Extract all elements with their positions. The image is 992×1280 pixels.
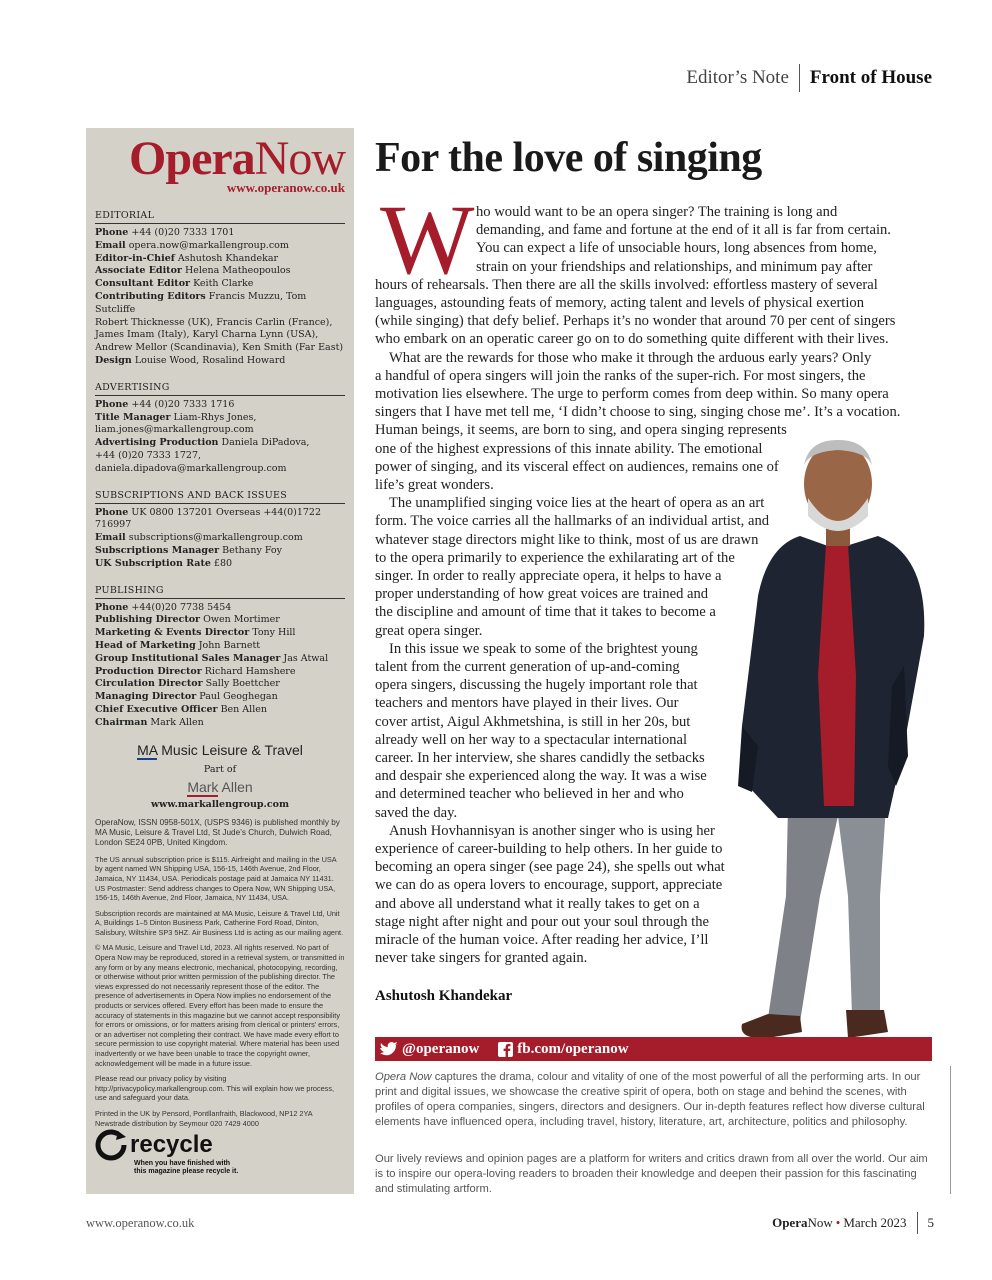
masthead-line <box>95 666 345 679</box>
footer-brand-now: Now <box>807 1215 833 1230</box>
article-line: life’s great wonders. <box>375 477 494 493</box>
twitter-bird-icon <box>380 1042 398 1057</box>
masthead-value: Owen Mortimer <box>200 614 280 626</box>
masthead-value: UK 0800 137201 Overseas +44(0)1722 716997 <box>95 506 322 531</box>
article-line: opera singers, discussing the hugely important role that <box>375 677 698 694</box>
masthead-section-title: SUBSCRIPTIONS AND BACK ISSUES <box>95 490 345 504</box>
masthead-role: Group Institutional Sales Manager <box>95 652 281 664</box>
fine-print-paragraph: Please read our privacy policy by visiting http://privacypolicy.markallengroup.com. This will explain how we process, use and safeguard your data. <box>95 1074 335 1103</box>
article-line: singer. In order to really appreciate opera, it helps to have a <box>375 568 722 584</box>
masthead-section-title: PUBLISHING <box>95 585 345 599</box>
section-header <box>686 64 932 92</box>
masthead-line <box>95 678 345 691</box>
article-title: For the love of singing <box>375 135 762 181</box>
masthead-line <box>95 227 345 240</box>
masthead-line <box>95 532 345 545</box>
article-line: languages, astounding feats of memory, acting talent and levels of physical exertion <box>375 295 865 311</box>
masthead-line <box>95 704 345 717</box>
article-line: motivation lies elsewhere. The urge to perform comes from deep within. So many opera <box>375 386 889 402</box>
article-line: talent from the current generation of up-and-coming <box>375 659 680 675</box>
part-of-label: Part of <box>203 763 237 775</box>
masthead-role: Consultant Editor <box>95 278 191 290</box>
masthead-line <box>95 412 345 425</box>
masthead-role: Production Director <box>95 665 202 677</box>
masthead-value: Louise Wood, Rosalind Howard <box>131 354 286 366</box>
masthead-section-title: EDITORIAL <box>95 210 345 224</box>
masthead-value: Jas Atwal <box>280 652 329 664</box>
masthead-line <box>95 240 345 253</box>
about-paragraph-1 <box>375 1070 935 1130</box>
masthead-role: Email <box>95 532 126 544</box>
article-line: power of singing, and its visceral effect on audiences, remains one of <box>375 458 779 475</box>
masthead-line <box>95 317 345 330</box>
masthead-role: Subscriptions Manager <box>95 544 220 556</box>
recycle-badge <box>94 1128 244 1176</box>
mark-allen-logo <box>95 779 345 795</box>
article-line: career. In her interview, she shares candidly the setbacks <box>375 750 705 766</box>
mark-allen-mark: Mark <box>187 778 219 795</box>
recycle-word: recycle <box>130 1131 213 1158</box>
article-line: experience of career-building to help others. In her guide to <box>375 841 723 857</box>
article-line: becoming an opera singer (see page 24), she spells out what <box>375 859 725 876</box>
masthead-line <box>95 355 345 368</box>
masthead-value: Ashutosh Khandekar <box>174 252 279 264</box>
article-line: strain on your friendships and relationships, and minimum pay after <box>476 258 873 275</box>
section-note: Editor’s Note <box>686 67 789 88</box>
masthead-value: liam.jones@markallengroup.com <box>95 424 254 436</box>
masthead-section-lines <box>95 227 345 368</box>
article-line: to the opera primarily to experience the exhilarating art of the <box>375 549 735 566</box>
masthead-line <box>95 602 345 615</box>
social-bar <box>375 1037 932 1061</box>
masthead-line <box>95 329 345 342</box>
masthead-value: Mark Allen <box>147 716 204 728</box>
masthead-role: Chief Executive Officer <box>95 703 218 715</box>
logo-opera: Opera <box>129 132 255 185</box>
article-line: (while singing) that defy belief. Perhaps it’s no wonder that around 70 per cent of singers <box>375 313 896 330</box>
mark-allen-name: Allen <box>218 778 253 795</box>
masthead-value: Liam-Rhys Jones, <box>170 411 257 423</box>
masthead-value: Daniela DiPadova, <box>218 437 310 449</box>
masthead-role: Title Manager <box>95 411 171 423</box>
masthead-value: Andrew Mellor (Scandinavia), Ken Smith (Far East) <box>95 342 344 354</box>
section-title: Front of House <box>809 67 932 88</box>
masthead-sections <box>95 210 345 730</box>
masthead-role: Editor-in-Chief <box>95 252 175 264</box>
article-line: already well on her way to a spectacular international <box>375 731 688 748</box>
article-line: a handful of opera singers will join the ranks of the super-rich. For most singers, the <box>375 367 866 384</box>
logo-now: Now <box>254 132 345 185</box>
masthead-value: Robert Thicknesse (UK), Francis Carlin (France), <box>95 316 333 328</box>
footer-dot: • <box>835 1215 841 1230</box>
masthead-line <box>95 717 345 730</box>
article-line: saved the day. <box>375 804 458 821</box>
masthead-value: Francis Muzzu, Tom Sutcliffe <box>95 290 307 315</box>
masthead-line <box>95 253 345 266</box>
article-line: and determined teacher who believed in her and who <box>375 786 684 803</box>
article-author: Ashutosh Khandekar <box>375 988 513 1004</box>
masthead-line <box>95 278 345 291</box>
masthead-section-title: ADVERTISING <box>95 382 345 396</box>
masthead-role: Managing Director <box>95 691 197 703</box>
masthead-line <box>95 614 345 627</box>
masthead-role: Phone <box>95 227 129 238</box>
masthead-line <box>95 450 345 476</box>
article-line: one of the highest expressions of this innate ability. The emotional <box>375 440 763 457</box>
article-line: and despair she experienced along the way. It was a wise <box>375 768 707 785</box>
ma-mark: MA <box>137 741 158 758</box>
article-line: proper understanding of how great voices are trained and <box>375 586 709 603</box>
fine-print-paragraph: The US annual subscription price is $115. Airfreight and mailing in the USA by agent named WN Shipping USA, 156-15, 146th Avenue, 2nd Floor, Jamaica, NY 11434, USA. Periodicals postage paid at Jamaica NY 11431. US Postmaster: Send address changes to Opera Now, WN Shipping USA, 156-15, 146th Avenue, 2nd Floor, Jamaica, NY 11434, USA. <box>95 854 337 903</box>
masthead-value: Helena Matheopoulos <box>181 265 291 277</box>
article-line: teachers and mentors have played in their lives. Our <box>375 695 679 712</box>
masthead-value: John Barnett <box>195 639 261 651</box>
article-line: stage night after night and pour out your soul through the <box>375 913 709 930</box>
masthead-role: Circulation Director <box>95 678 203 690</box>
ma-brand-name: Music Leisure & Travel <box>157 741 303 758</box>
about-paragraph-2: Our lively reviews and opinion pages are a platform for writers and critics drawn from all over the world. Our aim is to inspire our opera-loving readers to broaden their knowledge and deepen their passion for this fascinating and stimulating artform. <box>375 1153 928 1195</box>
masthead-value: +44 (0)20 7333 1727, daniela.dipadova@markallengroup.com <box>95 449 287 474</box>
article-line: What are the rewards for those who make it through the arduous early years? Only <box>389 349 872 366</box>
masthead-value: Richard Hamshere <box>201 665 296 677</box>
masthead-line <box>95 653 345 666</box>
masthead-role: Email <box>95 239 126 251</box>
masthead-url[interactable]: www.operanow.co.uk <box>226 180 345 195</box>
masthead-role: Head of Marketing <box>95 639 196 651</box>
article-line: The unamplified singing voice lies at the heart of opera as an art <box>389 495 765 512</box>
article-line: singers that I have met tell me, ‘I didn’t choose to sing, singing chose me’. It’s a vocation. <box>375 404 901 421</box>
ma-music-brand <box>95 742 345 758</box>
article-line: never take singers for granted again. <box>375 950 588 967</box>
masthead-role: Contributing Editors <box>95 290 206 302</box>
masthead-line <box>95 507 345 533</box>
article-line: miracle of the human voice. After reading her advice, I’ll <box>375 932 709 948</box>
article-line: who embark on an operatic career go on to do something quite different with their lives. <box>375 331 889 348</box>
mark-allen-url[interactable]: www.markallengroup.com <box>150 798 290 810</box>
footer-brand <box>772 1215 833 1231</box>
masthead-line <box>95 558 345 571</box>
masthead-value: opera.now@markallengroup.com <box>125 239 289 251</box>
twitter-handle: @operanow <box>402 1040 480 1057</box>
masthead-role: Publishing Director <box>95 614 201 626</box>
footer-url[interactable]: www.operanow.co.uk <box>86 1216 195 1230</box>
fine-print-paragraph: Printed in the UK by Pensord, Pontllanfraith, Blackwood, NP12 2YA Newstrade distribution by Seymour 020 7429 4000 <box>95 1108 313 1128</box>
article-line: cover artist, Aigul Akhmetshina, is still in her 20s, but <box>375 713 691 730</box>
masthead-value: Paul Geoghegan <box>196 691 278 703</box>
masthead-line <box>95 342 345 355</box>
masthead-value: £80 <box>210 557 233 569</box>
masthead-value: Sally Boettcher <box>202 678 280 690</box>
article-line: great opera singer. <box>375 622 483 639</box>
masthead-value: Tony Hill <box>249 627 296 639</box>
drop-cap: W <box>380 184 475 295</box>
masthead-role: Phone <box>95 506 129 518</box>
masthead-value: Bethany Foy <box>219 544 283 556</box>
masthead-value: +44 (0)20 7333 1716 <box>128 398 235 410</box>
editor-photo <box>728 426 992 1046</box>
masthead-line <box>95 545 345 558</box>
masthead-line <box>95 627 345 640</box>
article-line: Human beings, it seems, are born to sing, and opera singing represents <box>375 422 787 439</box>
about-lead: Opera Now <box>375 1071 432 1083</box>
footer-divider <box>917 1212 918 1234</box>
masthead-line <box>95 265 345 278</box>
masthead-value: +44(0)20 7738 5454 <box>128 601 232 613</box>
masthead-value: James Imam (Italy), Karyl Charna Lynn (USA), <box>95 329 319 341</box>
masthead-role: Design <box>95 354 132 366</box>
footer-brand-opera: Opera <box>772 1215 808 1230</box>
article-line: demanding, and fame and fortune at the end of it all is far from certain. <box>476 222 891 239</box>
masthead-value: Keith Clarke <box>190 278 254 290</box>
article-line: Anush Hovhannisyan is another singer who is using her <box>389 822 715 839</box>
issue-date: March 2023 <box>843 1215 907 1230</box>
masthead-role: UK Subscription Rate <box>95 557 211 569</box>
article-line: In this issue we speak to some of the brightest young <box>389 640 698 657</box>
masthead-role: Advertising Production <box>95 437 219 449</box>
masthead-role: Phone <box>95 601 129 613</box>
masthead-value: Ben Allen <box>217 703 267 715</box>
masthead-role: Phone <box>95 398 129 410</box>
masthead-role: Chairman <box>95 716 148 728</box>
masthead-line <box>95 424 345 437</box>
masthead-line <box>95 437 345 450</box>
masthead-line <box>95 691 345 704</box>
facebook-icon <box>498 1042 513 1057</box>
article-line: form. The voice carries all the hallmarks of an individual artist, and <box>375 513 770 530</box>
article-line: hours of rehearsals. Then there are all the skills involved: effortless mastery of several <box>375 276 878 293</box>
masthead-line <box>95 399 345 412</box>
masthead-value: +44 (0)20 7333 1701 <box>128 227 235 238</box>
article-line: ho would want to be an opera singer? The training is long and <box>476 204 838 220</box>
twitter-link[interactable] <box>380 1041 479 1058</box>
masthead-value: subscriptions@markallengroup.com <box>125 532 303 544</box>
facebook-link[interactable] <box>498 1041 628 1058</box>
fine-print-paragraph: OperaNow, ISSN 0958-501X, (USPS 9346) is published monthly by MA Music, Leisure & Travel Ltd, St Jude’s Church, Dulwich Road, London SE24 0PB, United Kingdom. <box>95 817 340 848</box>
recycle-icon <box>94 1128 128 1162</box>
masthead-sidebar <box>86 128 354 1194</box>
masthead-line <box>95 291 345 317</box>
masthead-section-lines <box>95 602 345 730</box>
article-line: and above all understand what it really takes to get on a <box>375 895 700 912</box>
masthead-line <box>95 640 345 653</box>
masthead-section-lines <box>95 507 345 571</box>
article-line: whatever stage directors might like to think, most of us are drawn <box>375 531 759 548</box>
masthead-role: Associate Editor <box>95 265 182 277</box>
about-p1-text: captures the drama, colour and vitality of one of the most powerful of all the performing arts. In our print and digital issues, we showcase the creative spirit of opera, both on stage and behind the scenes, with profiles of opera companies, singers, directors and designers. Our in-depth features reflect how diverse cultural elements have influenced opera, including travel, history, literature, art, architecture, politics and philosophy. <box>375 1071 925 1128</box>
article-line: You can expect a life of unsociable hours, long absences from home, <box>476 240 877 257</box>
page-number: 5 <box>927 1215 934 1230</box>
article-line: we can do as opera lovers to encourage, support, appreciate <box>375 877 723 894</box>
masthead-section-lines <box>95 399 345 476</box>
fine-print <box>95 818 345 1129</box>
footer-issue <box>772 1212 934 1234</box>
fine-print-paragraph: © MA Music, Leisure and Travel Ltd, 2023. All rights reserved. No part of Opera Now may be reproduced, stored in a retrieval system, or transmitted in any form or by any means electronic, mechanical, photocopying, recording, or otherwise without prior written permission of the publishing director. The views expressed do not necessarily represent those of the editor. The presence of advertisements in Opera Now implies no endorsement of the products or services offered. Every effort has been made to ensure the accuracy of statements in this magazine but we cannot accept responsibility for errors or omissions, or for matters arising from clerical or printers’ errors, or an advertiser not completing their contract. We have made every effort to secure permission to use copyright material. Where material has been used inadvertently or we have been unable to trace the copyright owner, acknowledgement will be made in a future issue. <box>95 943 345 1068</box>
article-line: the discipline and amount of time that it takes to become a <box>375 604 716 621</box>
fine-print-paragraph: Subscription records are maintained at MA Music, Leisure & Travel Ltd, Unit A, Buildings 1–5 Dinton Business Park, Catherine Ford Road, Dinton, Salisbury, Wiltshire SP3 5HZ. Air Business Ltd is acting as our mailing agent. <box>95 908 344 937</box>
about-divider <box>950 1066 951 1194</box>
masthead-role: Marketing & Events Director <box>95 627 250 639</box>
facebook-handle: fb.com/operanow <box>517 1040 629 1057</box>
opera-now-logo <box>95 134 345 184</box>
recycle-note: When you have finished with this magazine please recycle it. <box>134 1160 239 1175</box>
